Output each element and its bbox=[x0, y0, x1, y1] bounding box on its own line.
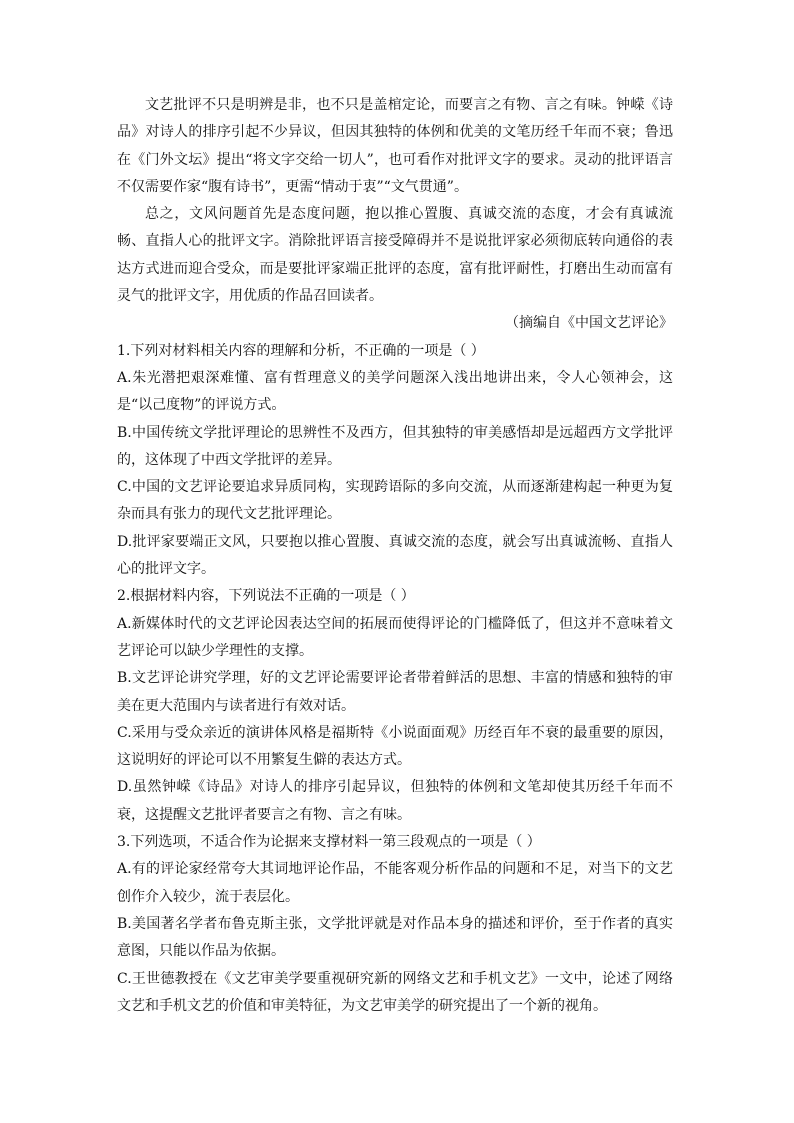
question-option: C.中国的文艺评论要追求异质同构，实现跨语际的多向交流，从而逐渐建构起一种更为复杂而具有张力的现代文艺批评理论。 bbox=[117, 479, 673, 523]
question-1 bbox=[117, 338, 673, 584]
question-stem: 1.下列对材料相关内容的理解和分析，不正确的一项是（ ） bbox=[117, 342, 485, 359]
question-option: C.王世德教授在《文艺审美学要重视研究新的网络文艺和手机文艺》一文中，论述了网络文艺和手机文艺的价值和审美特征，为文艺审美学的研究提出了一个新的视角。 bbox=[117, 970, 673, 1014]
question-option: A.有的评论家经常夸大其词地评论作品，不能客观分析作品的问题和不足，对当下的文艺创作介入较少，流于表层化。 bbox=[117, 861, 673, 905]
question-option: B.中国传统文学批评理论的思辨性不及西方，但其独特的审美感悟却是远超西方文学批评的，这体现了中西文学批评的差异。 bbox=[117, 424, 673, 468]
question-option: D.批评家要端正文风，只要抱以推心置腹、真诚交流的态度，就会写出真诚流畅、直指人心的批评文字。 bbox=[117, 533, 673, 578]
question-option: A.新媒体时代的文艺评论因表达空间的拓展而使得评论的门槛降低了，但这并不意味着文艺评论可以缺少学理性的支撑。 bbox=[117, 615, 673, 659]
question-stem: 2.根据材料内容，下列说法不正确的一项是（ ） bbox=[117, 588, 415, 605]
question-3 bbox=[117, 829, 673, 1020]
question-option: C.采用与受众亲近的演讲体风格是福斯特《小说面面观》历经百年不衰的最重要的原因，这说明好的评论可以不用繁复生僻的表达方式。 bbox=[117, 724, 673, 769]
document-page bbox=[117, 92, 673, 1020]
passage-paragraph: 文艺批评不只是明辨是非，也不只是盖棺定论，而要言之有物、言之有味。钟嵘《诗品》对诗人的排序引起不少异议，但因其独特的体例和优美的文笔历经千年而不衰；鲁迅在《门外文坛》提出“将文字交给一切人”，也可看作对批评文字的要求。灵动的批评语言不仅需要作家“腹有诗书”，更需“情动于衷”“文气贯通”。 bbox=[117, 97, 673, 195]
question-stem: 3.下列选项，不适合作为论据来支撑材料一第三段观点的一项是（ ） bbox=[117, 834, 541, 851]
passage-paragraph: 总之，文风问题首先是态度问题，抱以推心置腹、真诚交流的态度，才会有真诚流畅、直指人心的批评文字。消除批评语言接受障碍并不是说批评家必须彻底转向通俗的表达方式进而迎合受众，而是要批评家端正批评的态度，富有批评耐性，打磨出生动而富有灵气的批评文字，用优质的作品召回读者。 bbox=[117, 206, 673, 305]
passage-source: （摘编自《中国文艺评论》 bbox=[505, 315, 673, 332]
question-option: B.美国著名学者布鲁克斯主张，文学批评就是对作品本身的描述和评价，至于作者的真实意图，只能以作品为依据。 bbox=[117, 915, 673, 960]
question-2 bbox=[117, 583, 673, 829]
question-option: A.朱光潜把艰深难懂、富有哲理意义的美学问题深入浅出地讲出来，令人心领神会，这是“以己度物”的评说方式。 bbox=[117, 369, 673, 414]
question-option: D.虽然钟嵘《诗品》对诗人的排序引起异议，但独特的体例和文笔却使其历经千年而不衰，这提醒文艺批评者要言之有物、言之有味。 bbox=[117, 779, 673, 823]
question-option: B.文艺评论讲究学理，好的文艺评论需要评论者带着鲜活的思想、丰富的情感和独特的审美在更大范围内与读者进行有效对话。 bbox=[117, 670, 673, 714]
